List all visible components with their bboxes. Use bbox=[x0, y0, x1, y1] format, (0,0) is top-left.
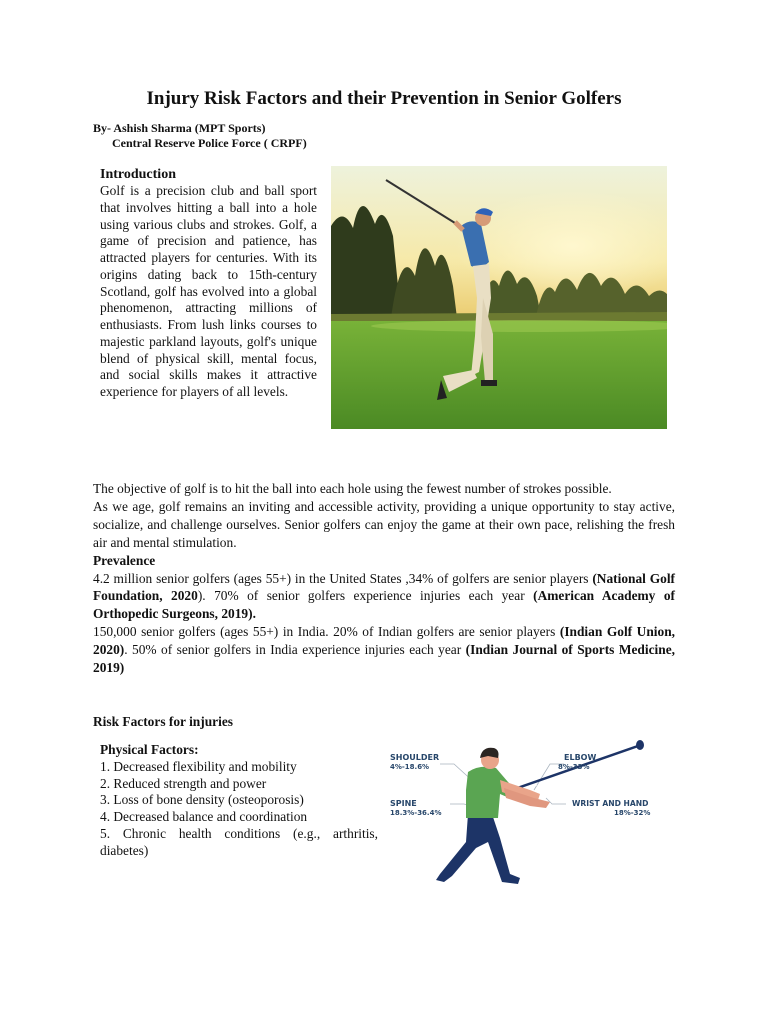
us-prevalence-paragraph bbox=[93, 570, 675, 624]
document-title: Injury Risk Factors and their Prevention in Senior Golfers bbox=[146, 88, 622, 109]
wrist-range: 18%-32% bbox=[614, 809, 651, 817]
us-text-2: ). 70% of senior golfers experience injuries each year bbox=[197, 588, 534, 604]
us-citation-2: (American Academy of Orthopedic Surgeons, 2019). bbox=[93, 588, 675, 622]
list-item: 5. Chronic health conditions (e.g., arthritis, diabetes) bbox=[100, 825, 378, 858]
list-item: 4. Decreased balance and coordination bbox=[100, 809, 308, 824]
shoulder-range: 4%-18.6% bbox=[390, 763, 430, 771]
india-prevalence-paragraph bbox=[93, 623, 675, 677]
introduction-section bbox=[100, 166, 317, 401]
list-item: 2. Reduced strength and power bbox=[100, 775, 267, 791]
india-citation-1: (Indian Golf Union, 2020) bbox=[93, 624, 675, 658]
physical-factors-list bbox=[100, 759, 378, 860]
list-item: 1. Decreased flexibility and mobility bbox=[100, 758, 297, 774]
injury-diagram bbox=[388, 738, 656, 886]
introduction-paragraph: Golf is a precision club and ball sport that involves hitting a ball into a hole using various clubs and strokes. Golf, a game of precision and patience, has attracted players for centuries. With its origins dating back to 15th-century Scotland, golf has evolved into a global phenomenon, attracting millions of enthusiasts. From lush links courses to majestic parkland layouts, golf's unique blend of physical skill, mental focus, and social skills makes it attractive experience for players of all levels. bbox=[100, 183, 317, 399]
india-text-1: 150,000 senior golfers (ages 55+) in India. 20% of Indian golfers are senior players bbox=[93, 624, 560, 640]
elbow-label: ELBOW bbox=[564, 753, 597, 762]
risk-factors-heading: Risk Factors for injuries bbox=[93, 714, 233, 729]
india-citation-2: (Indian Journal of Sports Medicine, 2019) bbox=[93, 642, 675, 676]
objective-paragraph: The objective of golf is to hit the ball into each hole using the fewest number of strokes possible. bbox=[93, 481, 612, 496]
wrist-label: WRIST AND HAND bbox=[572, 799, 649, 808]
ageing-paragraph: As we age, golf remains an inviting and accessible activity, providing a unique opportunity to stay active, socialize, and challenge ourselves. Senior golfers can enjoy the game at their own pace, relishing the fresh air and mental stimulation. bbox=[93, 498, 675, 550]
physical-factors-heading: Physical Factors: bbox=[100, 742, 199, 757]
physical-factors-section bbox=[100, 742, 378, 859]
us-citation-1: (National Golf Foundation, 2020 bbox=[93, 570, 676, 604]
elbow-range: 8%-33% bbox=[558, 763, 590, 771]
spine-range: 18.3%-36.4% bbox=[390, 809, 442, 817]
us-text-1: 4.2 million senior golfers (ages 55+) in the United States ,34% of golfers are senior players bbox=[93, 570, 593, 586]
golfer-photo bbox=[331, 166, 667, 429]
author-line: By- Ashish Sharma (MPT Sports) bbox=[93, 121, 266, 135]
spine-label: SPINE bbox=[390, 799, 417, 808]
shoulder-label: SHOULDER bbox=[390, 753, 440, 762]
introduction-heading: Introduction bbox=[100, 167, 176, 182]
prevalence-heading: Prevalence bbox=[93, 552, 156, 568]
india-text-2: . 50% of senior golfers in India experience injuries each year bbox=[124, 642, 466, 658]
list-item: 3. Loss of bone density (osteoporosis) bbox=[100, 792, 304, 808]
body-section bbox=[93, 480, 675, 677]
affiliation-line: Central Reserve Police Force ( CRPF) bbox=[112, 136, 307, 150]
